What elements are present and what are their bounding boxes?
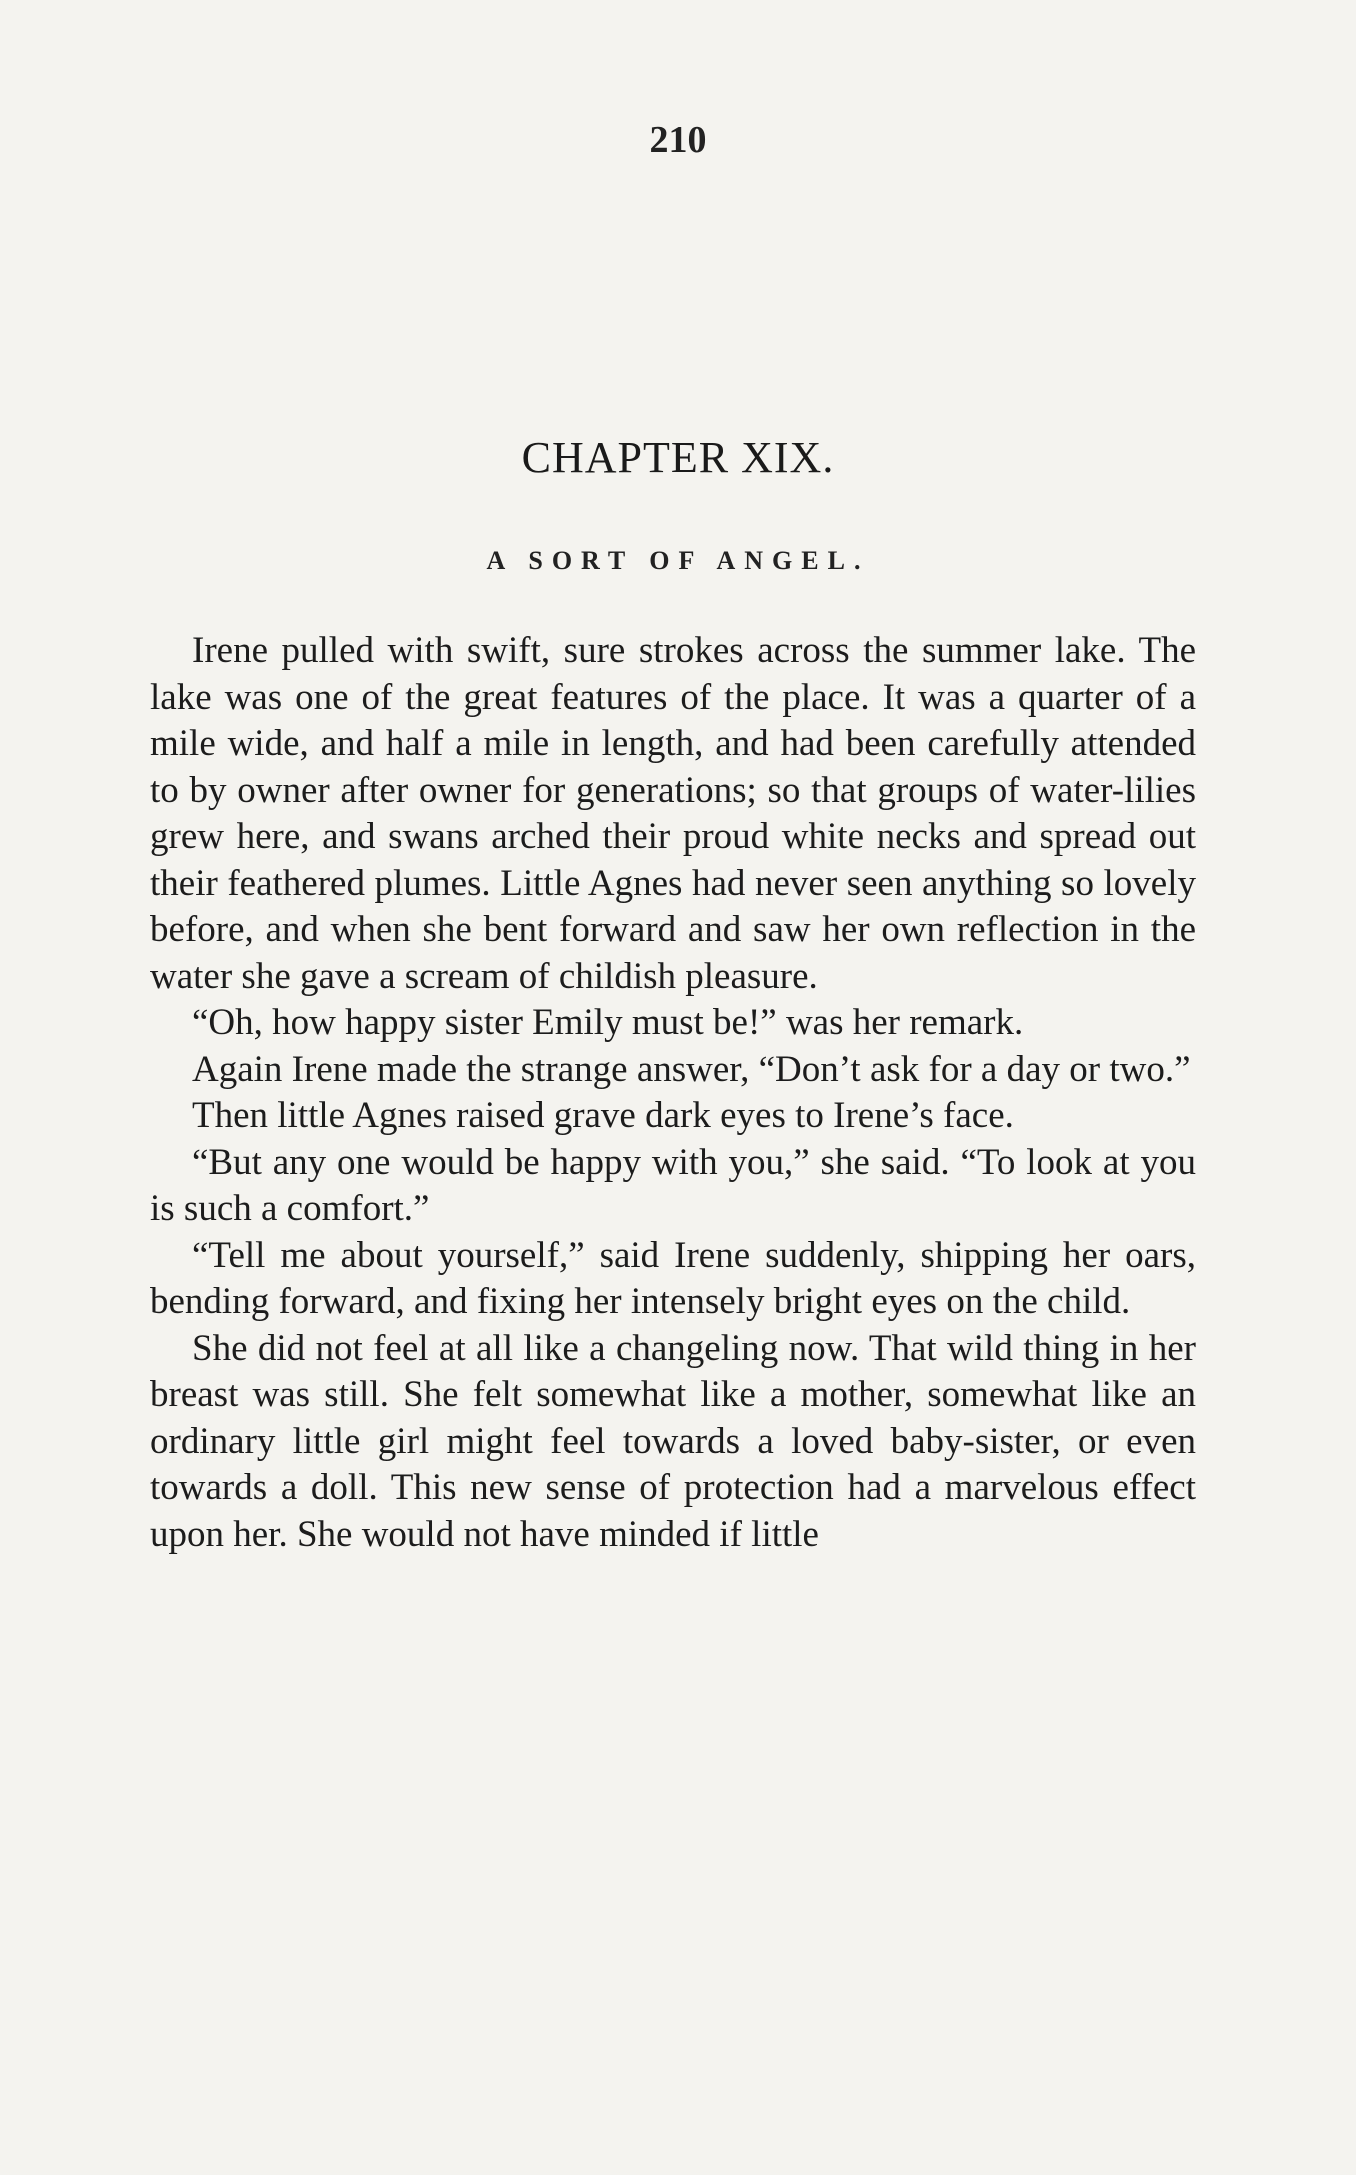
paragraph: Irene pulled with swift, sure strokes across the summer lake. The lake was one of the great features of the place. It was a quarter of a mile wide, and half a mile in length, and had been carefully attended to by owner after owner for generations; so that groups of water-lilies grew here, and swans arched their proud white necks and spread out their feathered plumes. Little Agnes had never seen anything so lovely before, and when she bent forward and saw her own reflection in the water she gave a scream of childish pleasure. <box>150 630 1196 997</box>
chapter-body <box>150 628 1196 1558</box>
chapter-subtitle: A SORT OF ANGEL. <box>486 546 870 575</box>
paragraph: “Tell me about yourself,” said Irene suddenly, shipping her oars, bending forward, and fixing her intensely bright eyes on the child. <box>150 1234 1196 1322</box>
paragraph: Again Irene made the strange answer, “Don’t ask for a day or two.” <box>192 1048 1191 1090</box>
paragraph: She did not feel at all like a changeling now. That wild thing in her breast was still. She felt somewhat like a mother, somewhat like an ordinary little girl might feel towards a loved baby-sister, or even towards a doll. This new sense of protection had a marvelous effect upon her. She would not have minded if little <box>150 1327 1196 1555</box>
page-number: 210 <box>649 119 707 161</box>
paragraph: “But any one would be happy with you,” she said. “To look at you is such a comfort.” <box>150 1141 1196 1229</box>
paragraph: “Oh, how happy sister Emily must be!” was her remark. <box>192 1002 1024 1043</box>
chapter-title: CHAPTER XIX. <box>521 433 835 482</box>
paragraph: Then little Agnes raised grave dark eyes to Irene’s face. <box>192 1095 1014 1136</box>
